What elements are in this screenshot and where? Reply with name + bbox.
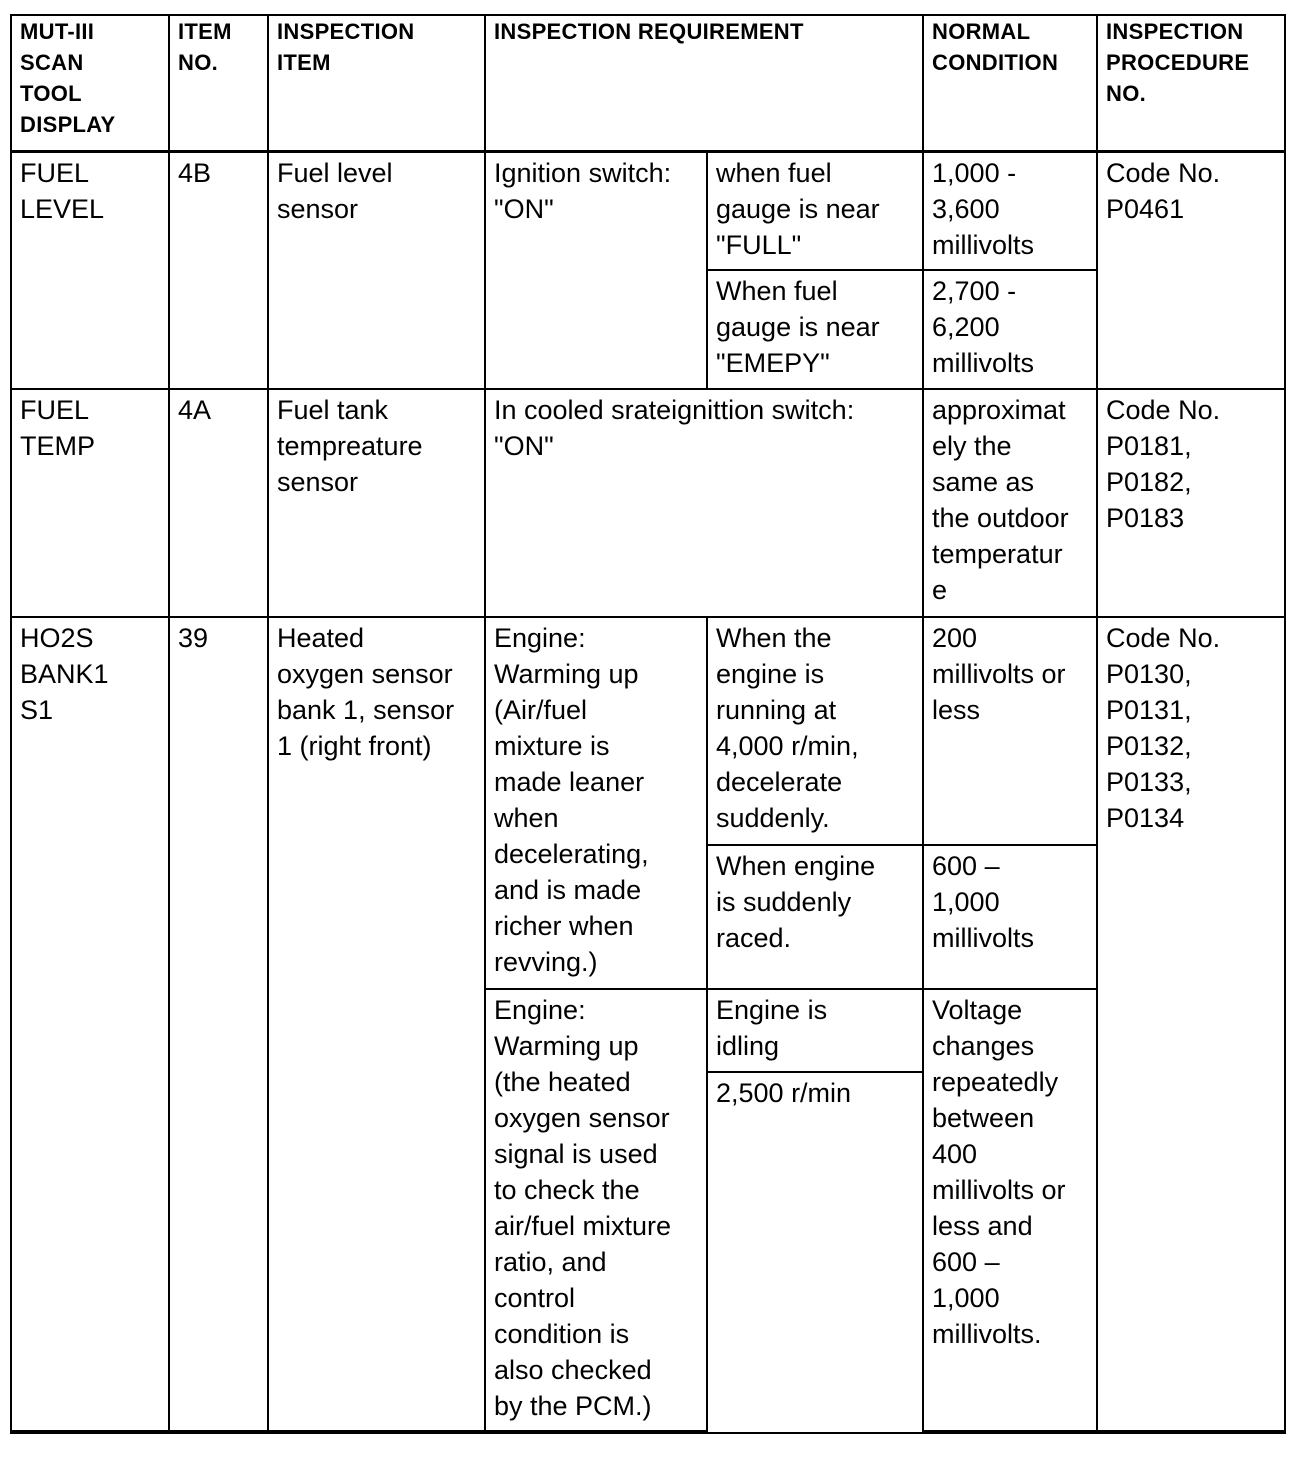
header-display: MUT-III SCAN TOOL DISPLAY	[12, 16, 169, 151]
display-cell: FUEL TEMP	[12, 389, 169, 617]
inspection-item-cell: Fuel level sensor	[268, 151, 485, 389]
normal-condition-cell: 2,700 - 6,200 millivolts	[923, 270, 1097, 389]
inspection-item-cell: Heated oxygen sensor bank 1, sensor 1 (right front)	[268, 617, 485, 1431]
normal-condition-cell: 600 – 1,000 millivolts	[923, 845, 1097, 989]
header-item-no: ITEM NO.	[169, 16, 268, 151]
header-normal-condition: NORMAL CONDITION	[923, 16, 1097, 151]
display-cell: FUEL LEVEL	[12, 151, 169, 389]
table-row	[12, 151, 1284, 270]
normal-condition-cell: 1,000 - 3,600 millivolts	[923, 151, 1097, 270]
requirement-cell: Ignition switch: "ON"	[485, 151, 707, 389]
item-no-cell: 4A	[169, 389, 268, 617]
condition-cell: 2,500 r/min	[707, 1072, 923, 1431]
inspection-table-sheet	[10, 14, 1286, 1434]
inspection-item-cell: Fuel tank tempreature sensor	[268, 389, 485, 617]
condition-cell: Engine is idling	[707, 989, 923, 1072]
header-row	[12, 16, 1284, 151]
header-inspection-item: INSPECTION ITEM	[268, 16, 485, 151]
table-row	[12, 389, 1284, 617]
item-no-cell: 4B	[169, 151, 268, 389]
table-row	[12, 617, 1284, 845]
inspection-table	[12, 16, 1284, 1432]
normal-condition-cell: 200 millivolts or less	[923, 617, 1097, 845]
procedure-cell: Code No. P0461	[1097, 151, 1284, 389]
requirement-cell: Engine: Warming up (Air/fuel mixture is made leaner when decelerating, and is made richer when revving.)	[485, 617, 707, 989]
normal-condition-cell: approximat ely the same as the outdoor temperatur e	[923, 389, 1097, 617]
procedure-cell: Code No. P0130, P0131, P0132, P0133, P0134	[1097, 617, 1284, 1431]
requirement-cell: Engine: Warming up (the heated oxygen sensor signal is used to check the air/fuel mixture ratio, and control condition is also checked by the PCM.)	[485, 989, 707, 1431]
condition-cell: when fuel gauge is near "FULL"	[707, 151, 923, 270]
condition-cell: When fuel gauge is near "EMEPY"	[707, 270, 923, 389]
item-no-cell: 39	[169, 617, 268, 1431]
header-inspection-procedure: INSPECTION PROCEDURE NO.	[1097, 16, 1284, 151]
normal-condition-cell: Voltage changes repeatedly between 400 millivolts or less and 600 – 1,000 millivolts.	[923, 989, 1097, 1431]
procedure-cell: Code No. P0181, P0182, P0183	[1097, 389, 1284, 617]
condition-cell: When the engine is running at 4,000 r/min, decelerate suddenly.	[707, 617, 923, 845]
requirement-cell: In cooled srateignittion switch: "ON"	[485, 389, 923, 617]
display-cell: HO2S BANK1 S1	[12, 617, 169, 1431]
header-inspection-requirement: INSPECTION REQUIREMENT	[485, 16, 923, 151]
condition-cell: When engine is suddenly raced.	[707, 845, 923, 989]
